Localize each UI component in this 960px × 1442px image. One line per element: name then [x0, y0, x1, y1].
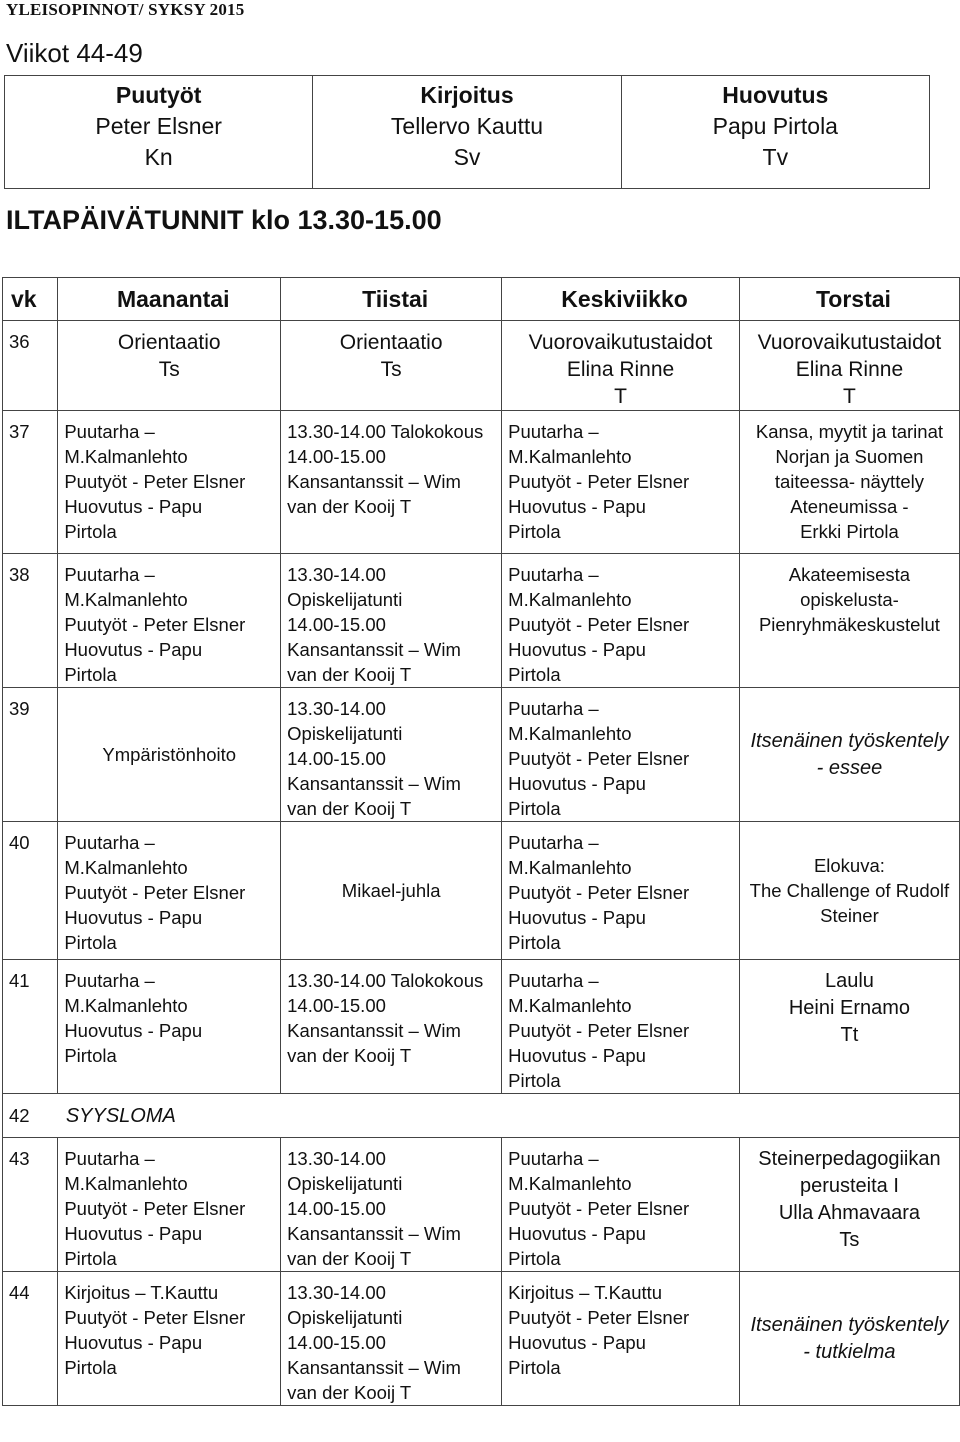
cell-tue: [281, 554, 502, 688]
week-number: 39: [3, 688, 58, 822]
cell-line: opiskelusta-: [800, 589, 899, 610]
cell-line: Huovutus - Papu: [64, 1223, 203, 1244]
cell-line: 14.00-15.00: [287, 614, 386, 635]
week-number: 43: [3, 1138, 58, 1272]
cell-line: Puutarha –: [64, 1148, 155, 1169]
cell-line: Puutyöt - Peter Elsner: [64, 1307, 246, 1328]
cell-line: M.Kalmanlehto: [64, 1173, 188, 1194]
cell-mon: [58, 554, 281, 688]
cell-line: Puutyöt - Peter Elsner: [508, 748, 690, 769]
cell-line: Ts: [380, 358, 402, 381]
cell-line: van der Kooij T: [287, 664, 412, 685]
cell-mon: [58, 1138, 281, 1272]
cell-line: Erkki Pirtola: [800, 521, 899, 542]
cell-line: 13.30-14.00: [287, 1282, 386, 1303]
afternoon-title: ILTAPÄIVÄTUNNIT klo 13.30-15.00: [6, 205, 442, 235]
col-header-tuesday: Tiistai: [281, 278, 502, 321]
page-header: YLEISOPINNOT/ SYKSY 2015: [6, 0, 245, 19]
cell-thu: [739, 822, 959, 960]
subject-teacher: Papu Pirtola: [712, 113, 838, 139]
cell-line: Puutarha –: [64, 970, 155, 991]
cell-line: Puutarha –: [508, 421, 599, 442]
schedule-table: [2, 277, 960, 1406]
cell-line: The Challenge of Rudolf: [749, 880, 950, 901]
cell-line: perusteita I: [799, 1175, 899, 1197]
subjects-table: [4, 75, 930, 189]
col-header-week: vk: [3, 278, 58, 321]
cell-wed: [502, 688, 740, 822]
schedule-row: [3, 554, 960, 688]
schedule-row: [3, 688, 960, 822]
holiday-label: SYYSLOMA: [65, 1104, 176, 1127]
cell-line: Pirtola: [64, 1045, 117, 1066]
cell-mon: [58, 688, 281, 822]
schedule-row: [3, 1094, 960, 1138]
cell-tue: [281, 960, 502, 1094]
cell-line: M.Kalmanlehto: [508, 723, 632, 744]
cell-line: Puutyöt - Peter Elsner: [64, 1198, 246, 1219]
col-header-wednesday: Keskiviikko: [502, 278, 740, 321]
schedule-row: [3, 1272, 960, 1406]
cell-line: M.Kalmanlehto: [64, 446, 188, 467]
cell-line: Kansantanssit – Wim: [287, 773, 461, 794]
cell-line: Orientaatio: [339, 331, 443, 354]
cell-line: Puutyöt - Peter Elsner: [64, 882, 246, 903]
cell-thu: [739, 1138, 959, 1272]
cell-mon: [58, 822, 281, 960]
subject-cell: [313, 76, 621, 189]
cell-line: Huovutus - Papu: [508, 907, 646, 928]
cell-line: Vuorovaikutustaidot: [757, 331, 942, 354]
cell-line: Huovutus - Papu: [64, 907, 203, 928]
cell-line: Huovutus - Papu: [64, 1332, 203, 1353]
subject-code: Tv: [762, 144, 789, 170]
week-number: 38: [3, 554, 58, 688]
cell-line: M.Kalmanlehto: [64, 589, 188, 610]
schedule-row: [3, 321, 960, 411]
cell-line: Kansantanssit – Wim: [287, 1357, 461, 1378]
cell-line: T: [614, 385, 627, 408]
cell-line: Opiskelijatunti: [287, 1307, 403, 1328]
cell-line: Pienryhmäkeskustelut: [758, 614, 940, 635]
cell-thu: [739, 554, 959, 688]
cell-line: - essee: [816, 756, 883, 779]
cell-line: Ts: [158, 358, 180, 381]
cell-line: 14.00-15.00: [287, 1332, 386, 1353]
col-header-thursday: Torstai: [739, 278, 959, 321]
cell-line: Norjan ja Suomen: [775, 446, 924, 467]
cell-line: Pirtola: [508, 664, 561, 685]
cell-line: Itsenäinen työskentely: [750, 729, 949, 752]
cell-thu: [739, 960, 959, 1094]
cell-line: van der Kooij T: [287, 1045, 412, 1066]
cell-tue: [281, 1138, 502, 1272]
cell-mon: [58, 321, 281, 411]
cell-line: 13.30-14.00: [287, 564, 386, 585]
cell-line: M.Kalmanlehto: [508, 1173, 632, 1194]
cell-tue: [281, 822, 502, 960]
cell-line: Ympäristönhoito: [102, 744, 237, 765]
schedule-header-row: [3, 278, 960, 321]
cell-line: Puutarha –: [508, 698, 599, 719]
cell-line: Huovutus - Papu: [64, 1020, 203, 1041]
subject-name: Huovutus: [722, 82, 829, 108]
cell-wed: [502, 960, 740, 1094]
weeks-title: Viikot 44-49: [6, 38, 143, 68]
cell-line: Puutarha –: [64, 564, 155, 585]
subject-teacher: Peter Elsner: [95, 113, 222, 139]
cell-line: M.Kalmanlehto: [508, 995, 632, 1016]
cell-line: Mikael-juhla: [341, 880, 441, 901]
cell-thu: [739, 411, 959, 554]
cell-line: Pirtola: [64, 932, 117, 953]
cell-line: 13.30-14.00 Talokokous: [287, 421, 484, 442]
cell-line: Puutarha –: [508, 564, 599, 585]
cell-line: Puutarha –: [508, 970, 599, 991]
cell-line: Pirtola: [64, 664, 117, 685]
cell-line: Huovutus - Papu: [508, 1223, 646, 1244]
cell-line: Ts: [839, 1229, 860, 1251]
cell-line: Itsenäinen työskentely: [750, 1313, 949, 1336]
cell-line: Puutyöt - Peter Elsner: [508, 1020, 690, 1041]
cell-line: T: [843, 385, 856, 408]
cell-line: Akateemisesta: [788, 564, 911, 585]
cell-tue: [281, 321, 502, 411]
schedule-row: [3, 822, 960, 960]
cell-line: Vuorovaikutustaidot: [528, 331, 713, 354]
cell-line: van der Kooij T: [287, 1248, 412, 1269]
cell-mon: [58, 1272, 281, 1406]
cell-line: M.Kalmanlehto: [508, 589, 632, 610]
cell-line: Pirtola: [508, 521, 561, 542]
cell-line: Pirtola: [508, 798, 561, 819]
week-number: 44: [3, 1272, 58, 1406]
subject-teacher: Tellervo Kauttu: [390, 113, 544, 139]
cell-line: Pirtola: [508, 1357, 561, 1378]
cell-line: van der Kooij T: [287, 798, 412, 819]
week-number: 42: [3, 1094, 58, 1138]
week-number: 37: [3, 411, 58, 554]
cell-line: Puutarha –: [508, 832, 599, 853]
cell-wed: [502, 822, 740, 960]
cell-line: Elina Rinne: [795, 358, 904, 381]
cell-line: van der Kooij T: [287, 496, 412, 517]
cell-line: 14.00-15.00: [287, 995, 386, 1016]
cell-wed: [502, 1138, 740, 1272]
cell-line: Pirtola: [508, 932, 561, 953]
subject-cell: [621, 76, 929, 189]
cell-line: M.Kalmanlehto: [508, 446, 632, 467]
cell-line: Puutyöt - Peter Elsner: [508, 1198, 690, 1219]
cell-thu: [739, 688, 959, 822]
cell-wed: [502, 1272, 740, 1406]
cell-line: Huovutus - Papu: [508, 1045, 646, 1066]
cell-line: Ulla Ahmavaara: [778, 1202, 921, 1224]
cell-line: Kansantanssit – Wim: [287, 471, 461, 492]
cell-wed: [502, 554, 740, 688]
schedule-row: [3, 411, 960, 554]
cell-line: M.Kalmanlehto: [64, 857, 188, 878]
cell-line: - tutkielma: [803, 1340, 896, 1363]
cell-line: 13.30-14.00: [287, 698, 386, 719]
week-number: 40: [3, 822, 58, 960]
subject-cell: [5, 76, 313, 189]
cell-line: Huovutus - Papu: [508, 773, 646, 794]
cell-line: 13.30-14.00: [287, 1148, 386, 1169]
cell-line: Kirjoitus – T.Kauttu: [64, 1282, 219, 1303]
cell-line: Elina Rinne: [566, 358, 675, 381]
week-number: 41: [3, 960, 58, 1094]
subject-name: Kirjoitus: [420, 82, 514, 108]
cell-line: Tt: [840, 1024, 859, 1046]
cell-line: Huovutus - Papu: [64, 496, 203, 517]
cell-line: Kansantanssit – Wim: [287, 1020, 461, 1041]
cell-line: Puutyöt - Peter Elsner: [508, 882, 690, 903]
cell-line: Ateneumissa -: [790, 496, 909, 517]
cell-line: Pirtola: [64, 521, 117, 542]
cell-line: Pirtola: [64, 1357, 117, 1378]
week-number: 36: [3, 321, 58, 411]
cell-line: Steinerpedagogiikan: [758, 1148, 941, 1170]
cell-line: Heini Ernamo: [788, 997, 911, 1019]
cell-line: 13.30-14.00 Talokokous: [287, 970, 484, 991]
cell-line: M.Kalmanlehto: [64, 995, 188, 1016]
cell-line: Kirjoitus – T.Kauttu: [508, 1282, 663, 1303]
cell-line: Huovutus - Papu: [508, 496, 646, 517]
cell-line: Elokuva:: [813, 855, 885, 876]
cell-line: Puutyöt - Peter Elsner: [64, 471, 246, 492]
subject-code: Kn: [144, 144, 173, 170]
subject-code: Sv: [453, 144, 481, 170]
cell-mon: [58, 960, 281, 1094]
cell-line: Opiskelijatunti: [287, 589, 403, 610]
cell-line: Huovutus - Papu: [508, 639, 646, 660]
subject-name: Puutyöt: [115, 82, 202, 108]
col-header-monday: Maanantai: [58, 278, 281, 321]
cell-line: Huovutus - Papu: [64, 639, 203, 660]
cell-line: Pirtola: [508, 1248, 561, 1269]
cell-wed: [502, 321, 740, 411]
cell-line: Pirtola: [508, 1070, 561, 1091]
cell-line: Puutyöt - Peter Elsner: [64, 614, 246, 635]
cell-tue: [281, 1272, 502, 1406]
schedule-row: [3, 960, 960, 1094]
cell-line: Huovutus - Papu: [508, 1332, 646, 1353]
cell-line: M.Kalmanlehto: [508, 857, 632, 878]
cell-line: Kansa, myytit ja tarinat: [755, 421, 943, 442]
cell-tue: [281, 688, 502, 822]
cell-line: Puutyöt - Peter Elsner: [508, 471, 690, 492]
cell-line: Opiskelijatunti: [287, 723, 403, 744]
cell-line: Kansantanssit – Wim: [287, 1223, 461, 1244]
cell-line: Kansantanssit – Wim: [287, 639, 461, 660]
cell-line: Puutarha –: [508, 1148, 599, 1169]
cell-line: 14.00-15.00: [287, 1198, 386, 1219]
cell-line: Puutyöt - Peter Elsner: [508, 614, 690, 635]
cell-mon: [58, 411, 281, 554]
schedule-row: [3, 1138, 960, 1272]
cell-line: Pirtola: [64, 1248, 117, 1269]
cell-thu: [739, 1272, 959, 1406]
cell-line: Steiner: [820, 905, 879, 926]
cell-line: 14.00-15.00: [287, 748, 386, 769]
cell-line: Puutyöt - Peter Elsner: [508, 1307, 690, 1328]
cell-line: taiteessa- näyttely: [774, 471, 924, 492]
cell-line: Laulu: [824, 970, 874, 992]
cell-line: 14.00-15.00: [287, 446, 386, 467]
cell-line: van der Kooij T: [287, 1382, 412, 1403]
cell-line: Puutarha –: [64, 832, 155, 853]
cell-line: Orientaatio: [117, 331, 221, 354]
cell-tue: [281, 411, 502, 554]
cell-wed: [502, 411, 740, 554]
cell-line: Puutarha –: [64, 421, 155, 442]
cell-thu: [739, 321, 959, 411]
cell-line: Opiskelijatunti: [287, 1173, 403, 1194]
